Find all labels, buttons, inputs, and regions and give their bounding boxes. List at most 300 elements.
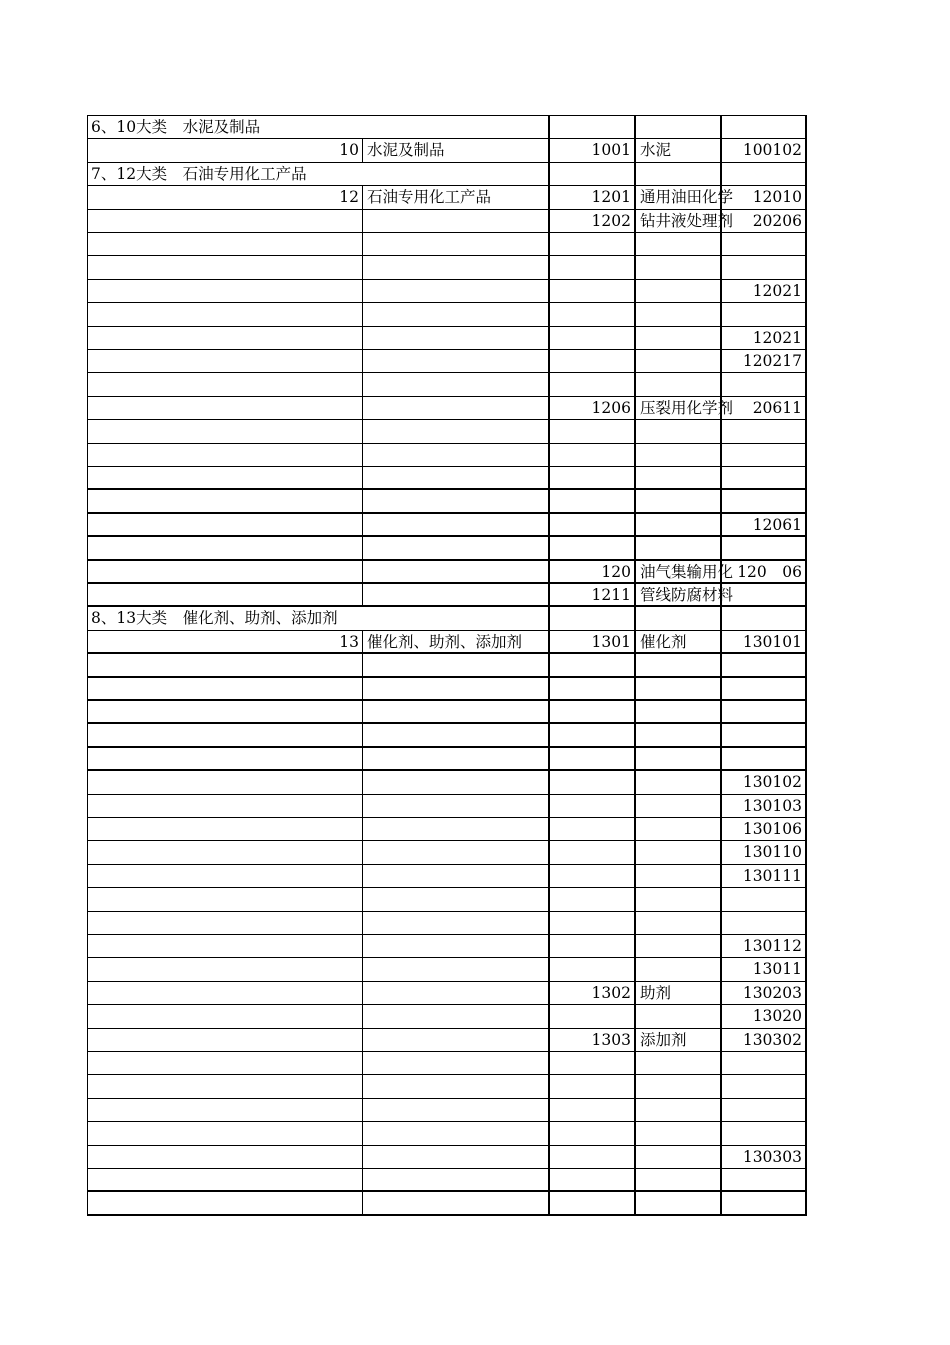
major-code-cell[interactable] (87, 397, 362, 419)
major-name-cell[interactable] (362, 1192, 548, 1213)
sub-name-cell[interactable] (634, 467, 720, 488)
sub-code-text: 1201 (591, 188, 631, 207)
sub-code-cell[interactable] (548, 514, 634, 535)
major-code-cell[interactable] (87, 678, 362, 699)
sub-name-cell[interactable] (634, 678, 720, 699)
sub-code-cell[interactable] (548, 818, 634, 840)
table-row (87, 1146, 807, 1169)
sub-name-cell[interactable] (634, 561, 734, 582)
table-row (87, 678, 807, 701)
cell-c4[interactable] (634, 116, 720, 138)
major-name-cell[interactable] (362, 397, 548, 419)
sub-name-cell[interactable] (634, 1075, 720, 1097)
major-code-cell[interactable] (87, 701, 362, 722)
item-code-cell[interactable] (720, 935, 807, 957)
table-row (87, 701, 807, 724)
table-row (87, 373, 807, 396)
sub-name-cell[interactable] (634, 280, 720, 302)
sub-name-cell[interactable] (634, 420, 720, 442)
sub-code-cell[interactable] (548, 701, 634, 722)
item-code-text: 120 06 (737, 562, 802, 581)
sub-name-cell[interactable] (634, 256, 720, 278)
item-code-cell[interactable] (720, 795, 807, 817)
sub-code-cell[interactable] (548, 748, 634, 769)
item-code-cell[interactable] (720, 256, 807, 278)
major-code-cell[interactable] (87, 186, 362, 208)
sub-name-cell[interactable] (634, 303, 720, 325)
table-row (87, 420, 807, 443)
sub-name-cell[interactable] (634, 373, 720, 395)
item-code-cell[interactable] (720, 490, 807, 511)
sub-code-text: 1303 (591, 1030, 631, 1049)
item-code-cell[interactable] (720, 1005, 807, 1027)
major-code-cell[interactable] (87, 444, 362, 466)
major-name-cell[interactable] (362, 1029, 548, 1051)
major-name-cell[interactable] (362, 139, 548, 161)
cell-c5[interactable] (720, 163, 807, 185)
item-code-cell[interactable] (720, 444, 807, 466)
major-code-cell[interactable] (87, 1146, 362, 1168)
sub-name-cell[interactable] (634, 841, 720, 863)
item-code-cell[interactable] (720, 1099, 807, 1121)
sub-name-cell[interactable] (634, 912, 720, 934)
item-code-cell[interactable] (720, 1075, 807, 1097)
sub-code-cell[interactable] (548, 1005, 634, 1027)
major-name-cell[interactable] (362, 724, 548, 745)
item-code-cell[interactable] (720, 233, 807, 255)
item-code-cell[interactable] (720, 1122, 807, 1144)
sub-name-cell[interactable] (634, 631, 720, 652)
major-code-cell[interactable] (87, 654, 362, 675)
major-name-cell[interactable] (362, 303, 548, 325)
sub-code-cell[interactable] (548, 280, 634, 302)
sub-code-cell[interactable] (548, 537, 634, 558)
sub-name-cell[interactable] (634, 397, 734, 419)
major-code-text: 13 (339, 632, 359, 651)
sub-code-text: 1301 (591, 632, 631, 651)
major-code-cell[interactable] (87, 1005, 362, 1027)
item-code-text: 130111 (742, 866, 802, 885)
major-code-cell[interactable] (87, 303, 362, 325)
sub-code-cell[interactable] (548, 1192, 634, 1213)
major-code-cell[interactable] (87, 210, 362, 232)
sub-code-cell[interactable] (548, 912, 634, 934)
item-code-text: 130106 (742, 820, 802, 838)
sub-name-cell[interactable] (634, 444, 720, 466)
item-code-cell[interactable] (720, 1169, 807, 1190)
major-name-cell[interactable] (362, 982, 548, 1004)
sub-code-text: 1211 (591, 586, 631, 604)
item-code-cell[interactable] (720, 350, 807, 372)
sub-name-cell[interactable] (634, 771, 720, 793)
major-name-cell[interactable] (362, 654, 548, 675)
sub-name-text: 管线防腐材料 (640, 586, 734, 604)
sub-code-cell[interactable] (548, 139, 634, 161)
table-row (87, 397, 807, 420)
major-code-cell[interactable] (87, 327, 362, 349)
table-row (87, 584, 807, 607)
major-name-cell[interactable] (362, 373, 548, 395)
major-name-cell[interactable] (362, 958, 548, 980)
spreadsheet-table (87, 115, 807, 1215)
major-code-text: 10 (339, 141, 359, 160)
sub-name-text: 通用油田化学 (640, 188, 734, 207)
sub-code-text: 1001 (591, 141, 631, 160)
category-title[interactable]: 8、13大类 催化剂、助剂、添加剂 (87, 607, 548, 629)
major-code-cell[interactable] (87, 280, 362, 302)
major-code-cell[interactable] (87, 724, 362, 745)
item-code-cell[interactable] (720, 280, 807, 302)
major-name-cell[interactable] (362, 186, 548, 208)
table-row (87, 444, 807, 467)
sub-code-cell[interactable] (548, 327, 634, 349)
item-code-cell[interactable] (720, 701, 807, 722)
major-name-cell[interactable] (362, 350, 548, 372)
major-code-cell[interactable] (87, 771, 362, 793)
category-title[interactable]: 7、12大类 石油专用化工产品 (87, 163, 548, 185)
major-code-cell[interactable] (87, 1122, 362, 1144)
sub-name-cell[interactable] (634, 210, 734, 232)
major-code-cell[interactable] (87, 1052, 362, 1074)
table-row (87, 1005, 807, 1028)
sub-code-cell[interactable] (548, 935, 634, 957)
item-code-cell[interactable] (720, 631, 807, 652)
sub-name-cell[interactable] (634, 233, 720, 255)
item-code-text: 13011 (752, 960, 802, 979)
sub-code-cell[interactable] (548, 373, 634, 395)
major-code-cell[interactable] (87, 233, 362, 255)
item-code-cell[interactable] (720, 912, 807, 934)
item-code-cell[interactable] (720, 186, 807, 208)
item-code-cell[interactable] (720, 865, 807, 887)
major-name-cell[interactable] (362, 233, 548, 255)
major-name-cell[interactable] (362, 210, 548, 232)
major-code-cell[interactable] (87, 1192, 362, 1213)
cell-c4[interactable] (634, 163, 720, 185)
major-name-cell[interactable] (362, 467, 548, 488)
table-row (87, 818, 807, 841)
sub-name-text: 水泥 (640, 141, 672, 160)
item-code-cell[interactable] (720, 1052, 807, 1074)
major-code-cell[interactable] (87, 888, 362, 910)
major-name-cell[interactable] (362, 748, 548, 769)
major-code-cell[interactable] (87, 865, 362, 887)
major-name-cell[interactable] (362, 514, 548, 535)
sub-name-cell[interactable] (634, 724, 720, 745)
sub-code-cell[interactable] (548, 631, 634, 652)
sub-code-cell[interactable] (548, 795, 634, 817)
sub-name-cell[interactable] (634, 701, 720, 722)
sub-code-cell[interactable] (548, 1146, 634, 1168)
major-code-cell[interactable] (87, 818, 362, 840)
item-code-cell[interactable] (720, 537, 807, 558)
table-row (87, 888, 807, 911)
major-code-text: 12 (339, 188, 359, 207)
major-name-cell[interactable] (362, 444, 548, 466)
sub-code-cell[interactable] (548, 958, 634, 980)
major-name-cell[interactable] (362, 584, 548, 605)
table-row (87, 303, 807, 326)
major-name-cell[interactable] (362, 771, 548, 793)
sub-name-cell[interactable] (634, 139, 720, 161)
sub-code-cell[interactable] (548, 771, 634, 793)
major-code-cell[interactable] (87, 982, 362, 1004)
sub-code-cell[interactable] (548, 865, 634, 887)
major-name-cell[interactable] (362, 280, 548, 302)
table-row (87, 631, 807, 654)
sub-name-cell[interactable] (634, 865, 720, 887)
item-code-cell[interactable] (720, 958, 807, 980)
major-code-cell[interactable] (87, 139, 362, 161)
sub-name-cell[interactable] (634, 514, 720, 535)
major-name-cell[interactable] (362, 420, 548, 442)
cell-c4[interactable] (634, 607, 720, 629)
item-code-cell[interactable] (720, 373, 807, 395)
sub-code-cell[interactable] (548, 982, 634, 1004)
sub-name-cell[interactable] (634, 935, 720, 957)
table-row (87, 1029, 807, 1052)
table-row (87, 958, 807, 981)
sub-code-cell[interactable] (548, 1169, 634, 1190)
major-code-cell[interactable] (87, 1075, 362, 1097)
sub-code-cell[interactable] (548, 888, 634, 910)
item-code-text: 12061 (752, 515, 802, 534)
item-code-cell[interactable] (720, 1029, 807, 1051)
major-code-cell[interactable] (87, 631, 362, 652)
sub-name-cell[interactable] (634, 1005, 720, 1027)
table-row (87, 514, 807, 537)
major-code-cell[interactable] (87, 514, 362, 535)
sub-name-cell[interactable] (634, 795, 720, 817)
sub-name-cell[interactable] (634, 1122, 720, 1144)
item-code-cell[interactable] (720, 397, 807, 419)
item-code-cell[interactable] (720, 327, 807, 349)
table-row (87, 795, 807, 818)
major-code-cell[interactable] (87, 1099, 362, 1121)
item-code-cell[interactable] (720, 561, 807, 582)
sub-name-cell[interactable] (634, 958, 720, 980)
item-code-text: 12021 (752, 281, 802, 300)
sub-name-text: 钻井液处理剂 (640, 211, 734, 230)
sub-code-cell[interactable] (548, 397, 634, 419)
major-code-cell[interactable] (87, 912, 362, 934)
item-code-text: 12021 (752, 328, 802, 347)
sub-name-text: 油气集输用化 (640, 562, 734, 581)
major-name-cell[interactable] (362, 327, 548, 349)
sub-code-cell[interactable] (548, 1099, 634, 1121)
item-code-text: 120217 (742, 352, 802, 370)
item-code-cell[interactable] (720, 514, 807, 535)
sub-code-text: 1302 (591, 983, 631, 1002)
major-name-cell[interactable] (362, 1099, 548, 1121)
table-row (87, 1192, 807, 1215)
major-code-cell[interactable] (87, 350, 362, 372)
item-code-cell[interactable] (720, 139, 807, 161)
sub-name-cell[interactable] (634, 537, 720, 558)
item-code-text: 130110 (742, 843, 802, 862)
sub-name-cell[interactable] (634, 490, 720, 511)
table-row (87, 865, 807, 888)
sub-code-cell[interactable] (548, 303, 634, 325)
major-name-cell[interactable] (362, 1146, 548, 1168)
major-name-cell[interactable] (362, 490, 548, 511)
sub-code-cell[interactable] (548, 256, 634, 278)
sub-code-cell[interactable] (548, 350, 634, 372)
sub-code-cell[interactable] (548, 841, 634, 863)
major-code-cell[interactable] (87, 748, 362, 769)
item-code-cell[interactable] (720, 420, 807, 442)
sub-name-cell[interactable] (634, 1099, 720, 1121)
sub-name-cell[interactable] (634, 1029, 720, 1051)
sub-name-cell[interactable] (634, 888, 720, 910)
sub-code-text: 120 (601, 562, 631, 581)
category-row (87, 116, 807, 139)
sub-name-cell[interactable] (634, 1169, 720, 1190)
major-code-cell[interactable] (87, 795, 362, 817)
table-row (87, 1052, 807, 1075)
sub-code-cell[interactable] (548, 1052, 634, 1074)
major-code-cell[interactable] (87, 841, 362, 863)
sub-name-cell[interactable] (634, 818, 720, 840)
table-row (87, 1099, 807, 1122)
item-code-text: 130203 (742, 983, 802, 1002)
table-row (87, 1169, 807, 1192)
major-name-cell[interactable] (362, 1122, 548, 1144)
major-name-text: 石油专用化工产品 (367, 188, 492, 207)
major-name-cell[interactable] (362, 256, 548, 278)
major-name-text: 水泥及制品 (367, 141, 445, 160)
major-name-cell[interactable] (362, 631, 548, 652)
sub-name-cell[interactable] (634, 1192, 720, 1213)
major-name-cell[interactable] (362, 1169, 548, 1190)
item-code-cell[interactable] (720, 982, 807, 1004)
major-code-cell[interactable] (87, 584, 362, 605)
major-code-cell[interactable] (87, 958, 362, 980)
sub-code-cell[interactable] (548, 210, 634, 232)
sub-code-cell[interactable] (548, 444, 634, 466)
major-name-cell[interactable] (362, 561, 548, 582)
major-name-cell[interactable] (362, 1075, 548, 1097)
sub-code-cell[interactable] (548, 561, 634, 582)
table-row (87, 841, 807, 864)
major-name-cell[interactable] (362, 888, 548, 910)
sub-code-cell[interactable] (548, 186, 634, 208)
item-code-cell[interactable] (720, 841, 807, 863)
table-row (87, 210, 807, 233)
table-row (87, 537, 807, 560)
major-code-cell[interactable] (87, 935, 362, 957)
major-name-cell[interactable] (362, 818, 548, 840)
major-code-cell[interactable] (87, 1029, 362, 1051)
table-row (87, 561, 807, 584)
category-title[interactable]: 6、10大类 水泥及制品 (87, 116, 548, 138)
major-code-cell[interactable] (87, 561, 362, 582)
category-row (87, 163, 807, 186)
cell-c5[interactable] (720, 607, 807, 629)
cell-c3[interactable] (548, 607, 634, 629)
major-code-cell[interactable] (87, 256, 362, 278)
item-code-cell[interactable] (720, 1146, 807, 1168)
sub-name-cell[interactable] (634, 350, 720, 372)
major-name-cell[interactable] (362, 841, 548, 863)
sub-code-cell[interactable] (548, 467, 634, 488)
major-name-cell[interactable] (362, 537, 548, 558)
major-code-cell[interactable] (87, 373, 362, 395)
cell-c3[interactable] (548, 116, 634, 138)
cell-c3[interactable] (548, 163, 634, 185)
sub-name-text: 助剂 (640, 983, 672, 1002)
sub-name-cell[interactable] (634, 1146, 720, 1168)
item-code-cell[interactable] (720, 748, 807, 769)
table-row (87, 935, 807, 958)
table-row (87, 771, 807, 794)
sub-name-cell[interactable] (634, 1052, 720, 1074)
major-code-cell[interactable] (87, 467, 362, 488)
major-name-cell[interactable] (362, 935, 548, 957)
item-code-cell[interactable] (720, 654, 807, 675)
item-code-cell[interactable] (720, 818, 807, 840)
sub-code-cell[interactable] (548, 654, 634, 675)
table-row (87, 467, 807, 490)
sub-code-cell[interactable] (548, 233, 634, 255)
sub-name-cell[interactable] (634, 584, 734, 605)
item-code-cell[interactable] (720, 678, 807, 699)
sub-name-cell[interactable] (634, 186, 734, 208)
sub-code-cell[interactable] (548, 678, 634, 699)
major-code-cell[interactable] (87, 420, 362, 442)
sub-name-text: 添加剂 (640, 1030, 687, 1049)
major-name-cell[interactable] (362, 865, 548, 887)
item-code-text: 100102 (742, 141, 802, 160)
table-row (87, 186, 807, 209)
major-name-cell[interactable] (362, 678, 548, 699)
sub-code-text: 1206 (591, 398, 631, 417)
item-code-cell[interactable] (720, 584, 807, 605)
sub-code-cell[interactable] (548, 724, 634, 745)
major-name-cell[interactable] (362, 795, 548, 817)
major-code-cell[interactable] (87, 490, 362, 511)
item-code-cell[interactable] (720, 210, 807, 232)
sub-code-cell[interactable] (548, 1122, 634, 1144)
sub-code-cell[interactable] (548, 490, 634, 511)
sub-name-cell[interactable] (634, 327, 720, 349)
item-code-cell[interactable] (720, 303, 807, 325)
major-name-cell[interactable] (362, 912, 548, 934)
major-code-cell[interactable] (87, 537, 362, 558)
item-code-cell[interactable] (720, 467, 807, 488)
table-row (87, 654, 807, 677)
sub-code-cell[interactable] (548, 1075, 634, 1097)
table-row (87, 1122, 807, 1145)
major-code-cell[interactable] (87, 1169, 362, 1190)
item-code-cell[interactable] (720, 724, 807, 745)
item-code-cell[interactable] (720, 888, 807, 910)
major-name-cell[interactable] (362, 701, 548, 722)
table-row (87, 982, 807, 1005)
sub-code-cell[interactable] (548, 584, 634, 605)
major-name-cell[interactable] (362, 1052, 548, 1074)
sub-name-cell[interactable] (634, 748, 720, 769)
item-code-cell[interactable] (720, 1192, 807, 1213)
sub-code-cell[interactable] (548, 1029, 634, 1051)
sub-name-cell[interactable] (634, 654, 720, 675)
table-row (87, 1075, 807, 1098)
item-code-cell[interactable] (720, 771, 807, 793)
cell-c5[interactable] (720, 116, 807, 138)
sub-name-cell[interactable] (634, 982, 720, 1004)
sub-code-cell[interactable] (548, 420, 634, 442)
major-name-cell[interactable] (362, 1005, 548, 1027)
